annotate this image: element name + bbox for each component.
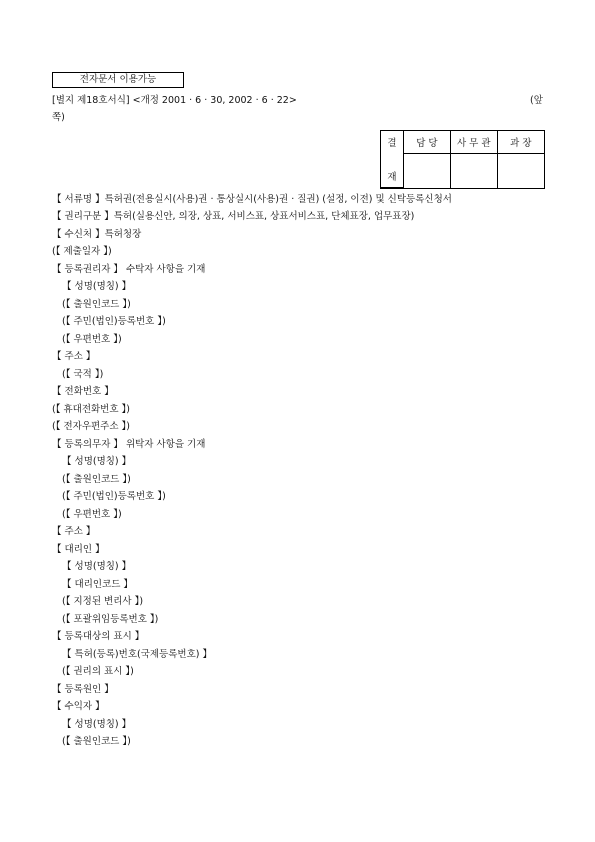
- field-right-indication: (【 권리의 표시 】): [62, 666, 134, 677]
- form-number-line: [별지 제18호서식] <개정 2001 · 6 · 30, 2002 · 6 · 22>: [52, 95, 297, 106]
- field-obligor-applicant-code: (【 출원인코드 】): [62, 474, 131, 485]
- field-holder-phone: 【 전화번호 】: [52, 386, 114, 397]
- field-right-type: 【 권리구분 】특허(실용신안, 의장, 상표, 서비스표, 상표서비스표, 단체표장, 업무표장): [52, 211, 415, 222]
- field-holder-postal-code: (【 우편번호 】): [62, 334, 122, 345]
- field-holder-email: (【 전자우편주소 】): [52, 421, 131, 432]
- field-holder-mobile: (【 휴대전화번호 】): [52, 404, 131, 415]
- approval-col-staff: 담 당: [404, 131, 451, 154]
- approval-col-officer: 사 무 관: [450, 131, 497, 154]
- field-patent-number: 【 특허(등록)번호(국제등록번호) 】: [62, 649, 212, 660]
- field-beneficiary: 【 수익자 】: [52, 701, 105, 712]
- approval-gyul: 결: [387, 138, 397, 149]
- field-agent-code: 【 대리인코드 】: [62, 579, 133, 590]
- approval-col-chief: 과 장: [497, 131, 544, 154]
- field-registration-subject: 【 등록대상의 표시 】: [52, 631, 145, 642]
- field-registration-cause: 【 등록원인 】: [52, 684, 114, 695]
- field-designated-patent-attorney: (【 지정된 변리사 】): [62, 596, 144, 607]
- field-beneficiary-name: 【 성명(명칭) 】: [62, 719, 132, 730]
- approval-box: [380, 130, 545, 189]
- field-holder-applicant-code: (【 출원인코드 】): [62, 299, 131, 310]
- approval-sign-officer: [450, 154, 497, 188]
- page-side-label-cont: 쪽): [52, 112, 65, 123]
- field-obligor-address: 【 주소 】: [52, 526, 96, 537]
- field-registration-obligor: 【 등록의무자 】 위탁자 사항을 기재: [52, 439, 206, 450]
- field-recipient: 【 수신처 】특허청장: [52, 229, 142, 240]
- field-holder-address: 【 주소 】: [52, 351, 96, 362]
- field-agent-name: 【 성명(명칭) 】: [62, 561, 132, 572]
- field-obligor-registration-number: (【 주민(법인)등록번호 】): [62, 491, 166, 502]
- field-obligor-postal-code: (【 우편번호 】): [62, 509, 122, 520]
- field-obligor-name: 【 성명(명칭) 】: [62, 456, 132, 467]
- approval-label-cell: [381, 131, 404, 188]
- page-side-label: (앞: [530, 95, 543, 106]
- field-document-name: 【 서류명 】특허권(전용실시(사용)권 · 통상실시(사용)권 · 질권) (설정, 이전) 및 신탁등록신청서: [52, 194, 452, 205]
- field-agent: 【 대리인 】: [52, 544, 105, 555]
- field-holder-registration-number: (【 주민(법인)등록번호 】): [62, 316, 166, 327]
- field-registration-holder: 【 등록권리자 】 수탁자 사항을 기재: [52, 264, 206, 275]
- approval-jae: 재: [387, 172, 397, 183]
- field-submission-date: (【 제출일자 】): [52, 246, 112, 257]
- approval-sign-chief: [497, 154, 544, 188]
- electronic-document-badge: 전자문서 이용가능: [52, 72, 184, 88]
- field-holder-nationality: (【 국적 】): [62, 369, 104, 380]
- field-beneficiary-applicant-code: (【 출원인코드 】): [62, 736, 131, 747]
- approval-sign-staff: [404, 154, 451, 188]
- field-holder-name: 【 성명(명칭) 】: [62, 281, 132, 292]
- field-general-power-number: (【 포괄위임등록번호 】): [62, 614, 159, 625]
